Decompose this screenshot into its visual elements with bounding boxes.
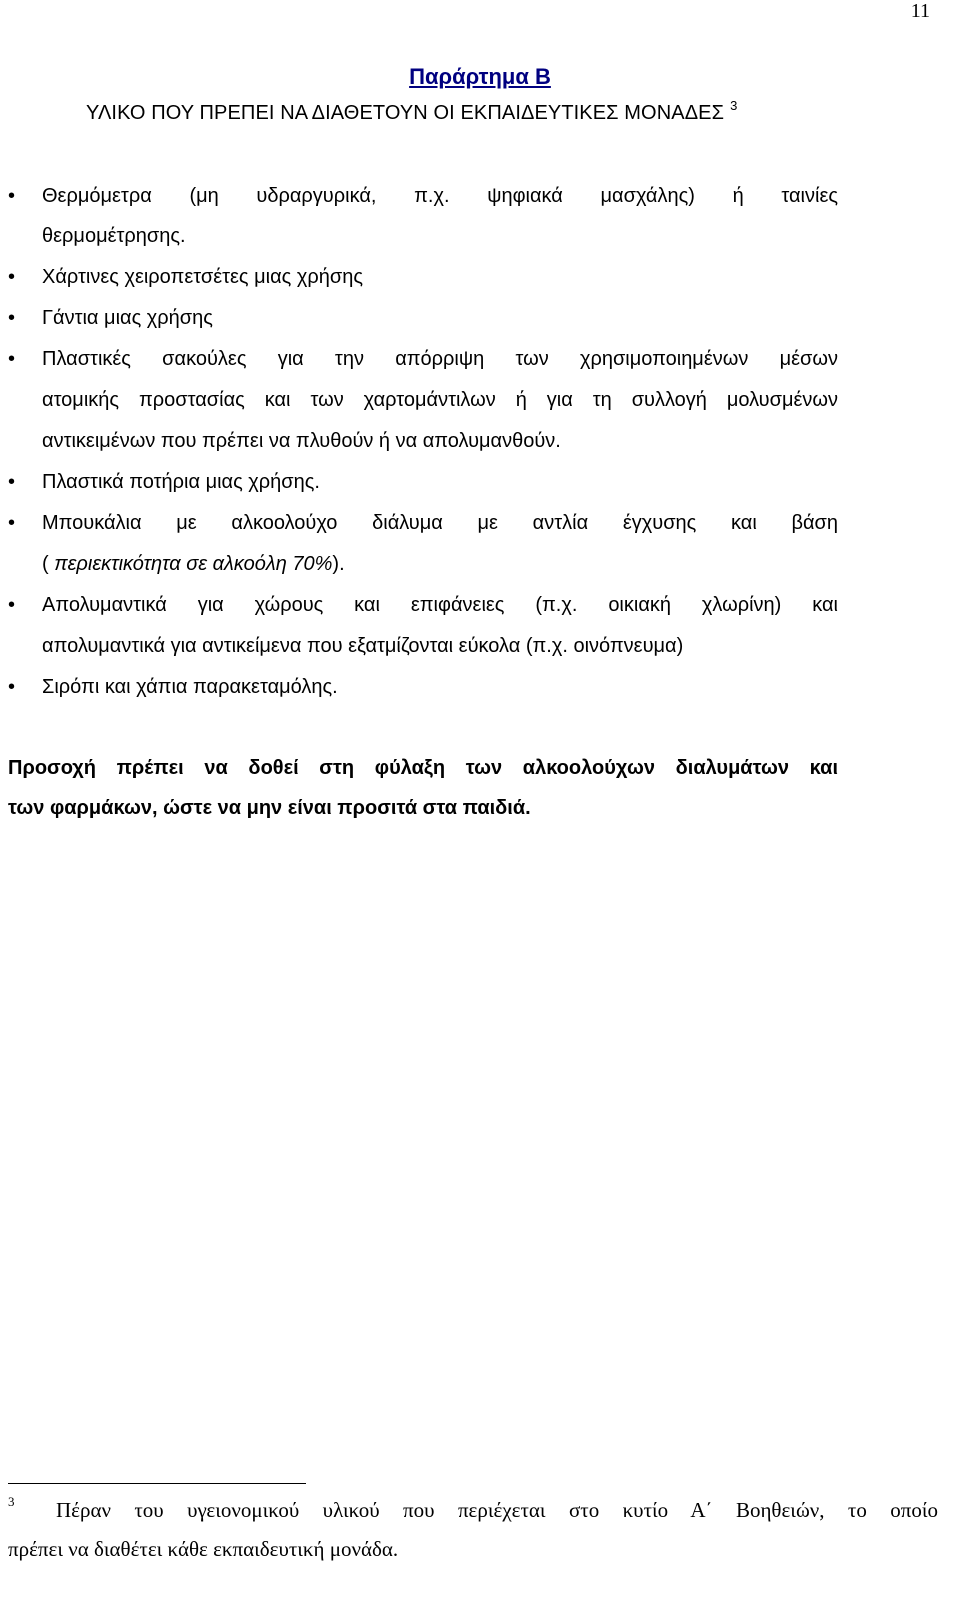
footnote-mark: 3 (8, 1494, 15, 1509)
list-item-line: Σιρόπι και χάπια παρακεταμόλης. (42, 676, 338, 698)
bullet-icon: • (8, 266, 16, 288)
bullet-icon: • (8, 676, 16, 698)
bullet-icon: • (8, 307, 16, 329)
list-item-line: θερμομέτρησης. (42, 225, 186, 247)
list-item-line: Πλαστικά ποτήρια μιας χρήσης. (42, 471, 320, 493)
footnote-separator (8, 1483, 306, 1484)
footnote-line: Πέραν του υγειονομικού υλικού που περιέχεται στο κυτίο Α΄ Βοηθειών, το οποίο (56, 1498, 938, 1522)
warning-note (8, 748, 838, 828)
list-item-line: Μπουκάλια με αλκοολούχο διάλυμα με αντλία έγχυσης και βάση (42, 512, 838, 534)
footnote-reference: 3 (730, 98, 738, 113)
list-item-line: αντικειμένων που πρέπει να πλυθούν ή να απολυμανθούν. (42, 430, 561, 452)
list-item-line: Απολυμαντικά για χώρους και επιφάνειες (π.χ. οικιακή χλωρίνη) και (42, 594, 838, 616)
list-item-line (42, 544, 838, 584)
appendix-subtitle (86, 98, 936, 125)
subtitle-text: ΥΛΙΚΟ ΠΟΥ ΠΡΕΠΕΙ ΝΑ ΔΙΑΘΕΤΟΥΝ ΟΙ ΕΚΠΑΙΔΕΥΤΙΚΕΣ ΜΟΝΑΔΕΣ (86, 102, 725, 124)
list-item-line: απολυμαντικά για αντικείμενα που εξατμίζονται εύκολα (π.χ. οινόπνευμα) (42, 635, 684, 657)
bullet-icon: • (8, 471, 16, 493)
page-number: 11 (910, 0, 930, 22)
bullet-icon: • (8, 512, 16, 534)
list-item-line: Πλαστικές σακούλες για την απόρριψη των χρησιμοποιημένων μέσων (42, 348, 838, 370)
appendix-title: Παράρτημα Β (409, 64, 551, 89)
list-item-line: Γάντια μιας χρήσης (42, 307, 213, 329)
list-item-line: Χάρτινες χειροπετσέτες μιας χρήσης (42, 266, 363, 288)
bullet-icon: • (8, 185, 16, 207)
paren-close: ). (332, 553, 345, 575)
paren-open: ( (42, 553, 49, 575)
bullet-icon: • (8, 348, 16, 370)
footnote-line: πρέπει να διαθέτει κάθε εκπαιδευτική μονάδα. (8, 1537, 399, 1561)
warning-line: Προσοχή πρέπει να δοθεί στη φύλαξη των αλκοολούχων διαλυμάτων και (8, 757, 838, 779)
list-item-line: Θερμόμετρα (μη υδραργυρικά, π.χ. ψηφιακά μασχάλης) ή ταινίες (42, 185, 838, 207)
warning-line: των φαρμάκων, ώστε να μην είναι προσιτά στα παιδιά. (8, 797, 531, 819)
list-item-line: ατομικής προστασίας και των χαρτομάντιλων ή για τη συλλογή μολυσμένων (42, 389, 838, 411)
alcohol-concentration: περιεκτικότητα σε αλκοόλη 70% (54, 553, 333, 575)
bullet-icon: • (8, 594, 16, 616)
